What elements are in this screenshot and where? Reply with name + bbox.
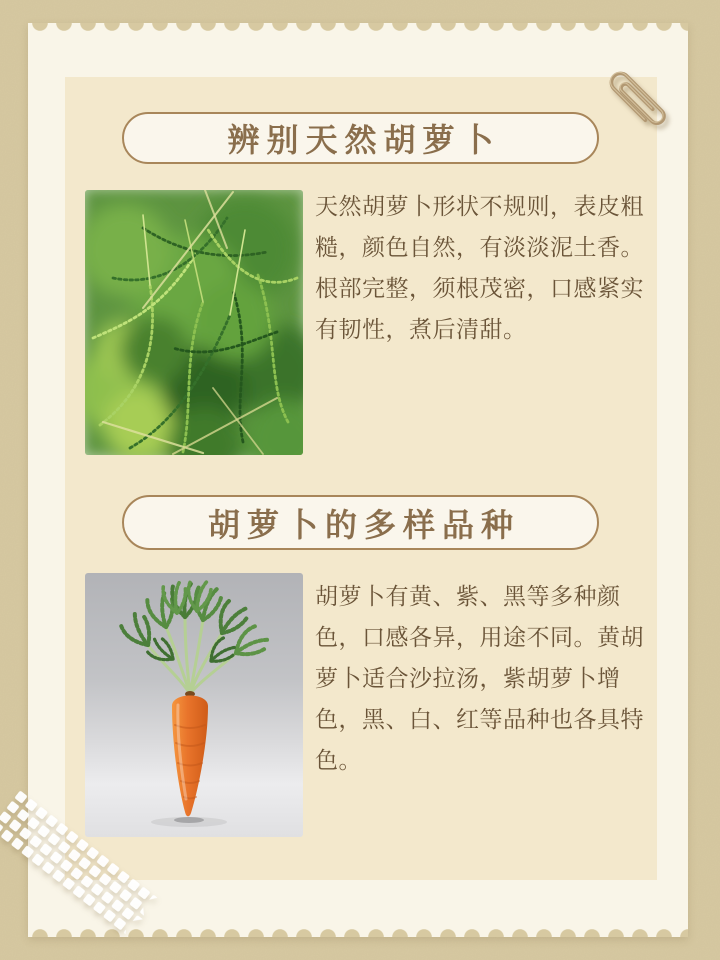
section-title-pill	[122, 112, 599, 164]
carrot-illustration	[85, 573, 303, 837]
paperclip-icon	[592, 53, 684, 147]
section-body-text: 天然胡萝卜形状不规则，表皮粗 糙，颜色自然，有淡淡泥土香。 根部完整，须根茂密，口感紧实 有韧性，煮后清甜。	[315, 193, 644, 342]
section-title: 胡萝卜的多样品种	[207, 506, 520, 543]
section-title: 辨别天然胡萝卜	[227, 122, 501, 158]
section-title-pill	[122, 495, 599, 550]
carrot-greens-photo	[85, 190, 303, 455]
foliage-illustration	[85, 190, 303, 455]
stamp-edge-top	[28, 23, 688, 32]
section-body-text: 胡萝卜有黄、紫、黑等多种颜 色，口感各异，用途不同。黄胡 萝卜适合沙拉汤，紫胡萝卜增 色，黑、白、红等品种也各具特 色。	[315, 583, 644, 773]
standing-carrot-photo	[85, 573, 303, 837]
